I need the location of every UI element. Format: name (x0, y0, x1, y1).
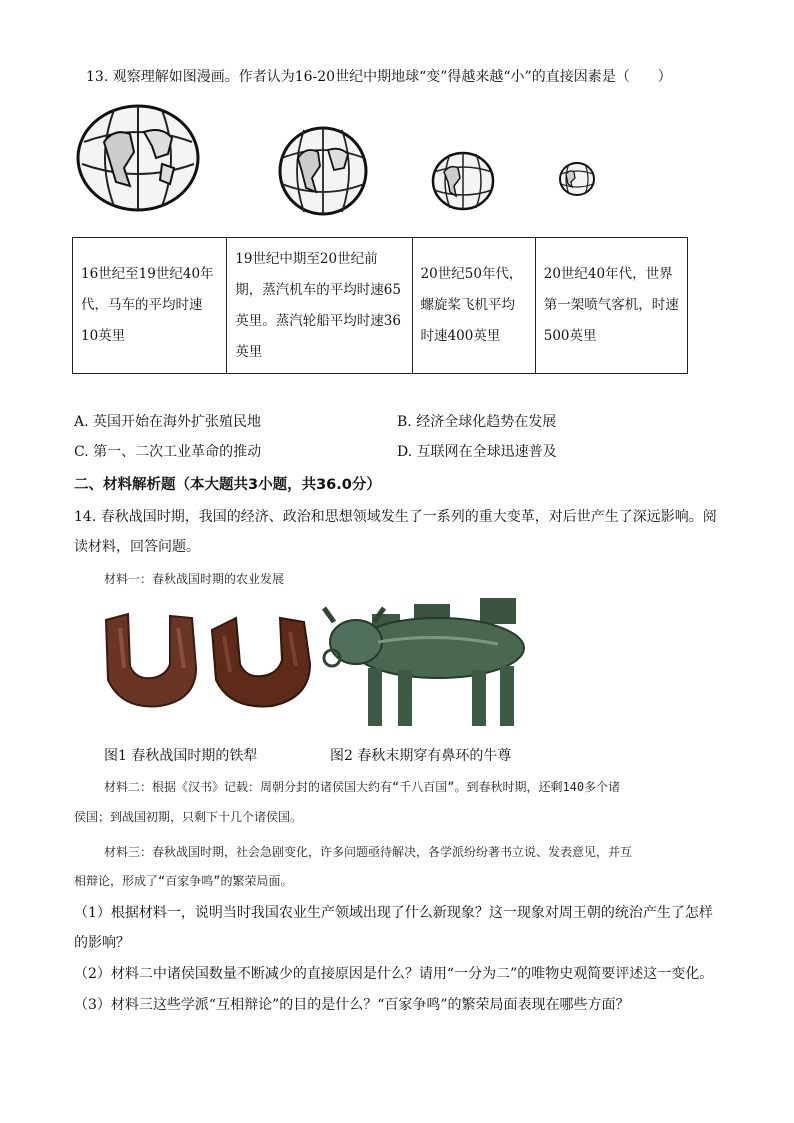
option-b: B. 经济全球化趋势在发展 (397, 414, 557, 430)
material3-line1: 材料三：春秋战国时期，社会急剧变化，许多问题亟待解决，各学派纷纷著书立说、发表意见，并互 (104, 845, 633, 859)
material1-label: 材料一：春秋战国时期的农业发展 (104, 572, 285, 586)
bronze-ox-zun-image (318, 592, 536, 738)
q14-subq1-line1: （1）根据材料一，说明当时我国农业生产领域出现了什么新现象？这一现象对周王朝的统治产生了怎样 (74, 905, 713, 921)
q14-stem-line1: 14. 春秋战国时期，我国的经济、政治和思想领域发生了一系列的重大变革，对后世产生了深远影响。阅 (74, 509, 717, 525)
q13-stem: 13. 观察理解如图漫画。作者认为16-20世纪中期地球“变”得越来越“小”的直接因素是（ ） (86, 69, 672, 85)
table-cell: 20世纪50年代，螺旋桨飞机平均时速400英里 (412, 238, 535, 374)
q14-subq1-line2: 的影响？ (74, 935, 130, 951)
globe-large-icon (74, 102, 204, 214)
option-d: D. 互联网在全球迅速普及 (397, 444, 557, 460)
table-cell: 20世纪40年代，世界第一架喷气客机，时速500英里 (535, 238, 687, 374)
option-a: A. 英国开始在海外扩张殖民地 (74, 414, 262, 430)
q14-stem-line2: 读材料，回答问题。 (74, 539, 200, 555)
table-row (73, 238, 688, 374)
q14-subq3: （3）材料三这些学派“互相辩论”的目的是什么？“百家争鸣”的繁荣局面表现在哪些方面？ (74, 997, 630, 1013)
globe-medium-icon (276, 124, 370, 218)
material3-line2: 相辩论，形成了“百家争鸣”的繁荣局面。 (74, 874, 293, 888)
table-cell: 19世纪中期至20世纪前期，蒸汽机车的平均时速65英里。蒸汽轮船平均时速36英里 (227, 238, 412, 374)
option-c: C. 第一、二次工业革命的推动 (74, 444, 262, 460)
iron-plough-1-image (100, 608, 204, 712)
transport-speed-table (72, 237, 688, 374)
material2-line1: 材料二：根据《汉书》记载：周朝分封的诸侯国大约有“千八百国”。到春秋时期，还剩140多个诸 (104, 780, 621, 794)
table-cell: 16世纪至19世纪40年代，马车的平均时速10英里 (73, 238, 227, 374)
section-heading: 二、材料解析题（本大题共3小题，共36.0分） (74, 477, 381, 493)
fig2-caption: 图2 春秋末期穿有鼻环的牛尊 (330, 748, 512, 764)
iron-plough-2-image (206, 610, 316, 712)
globe-small-icon (430, 150, 496, 212)
material2-line2: 侯国；到战国初期，只剩下十几个诸侯国。 (74, 810, 303, 824)
q14-subq2: （2）材料二中诸侯国数量不断减少的直接原因是什么？请用“一分为二”的唯物史观简要评述这一变化。 (74, 966, 714, 982)
globe-tiny-icon (557, 160, 597, 198)
fig1-caption: 图1 春秋战国时期的铁犁 (104, 748, 258, 764)
